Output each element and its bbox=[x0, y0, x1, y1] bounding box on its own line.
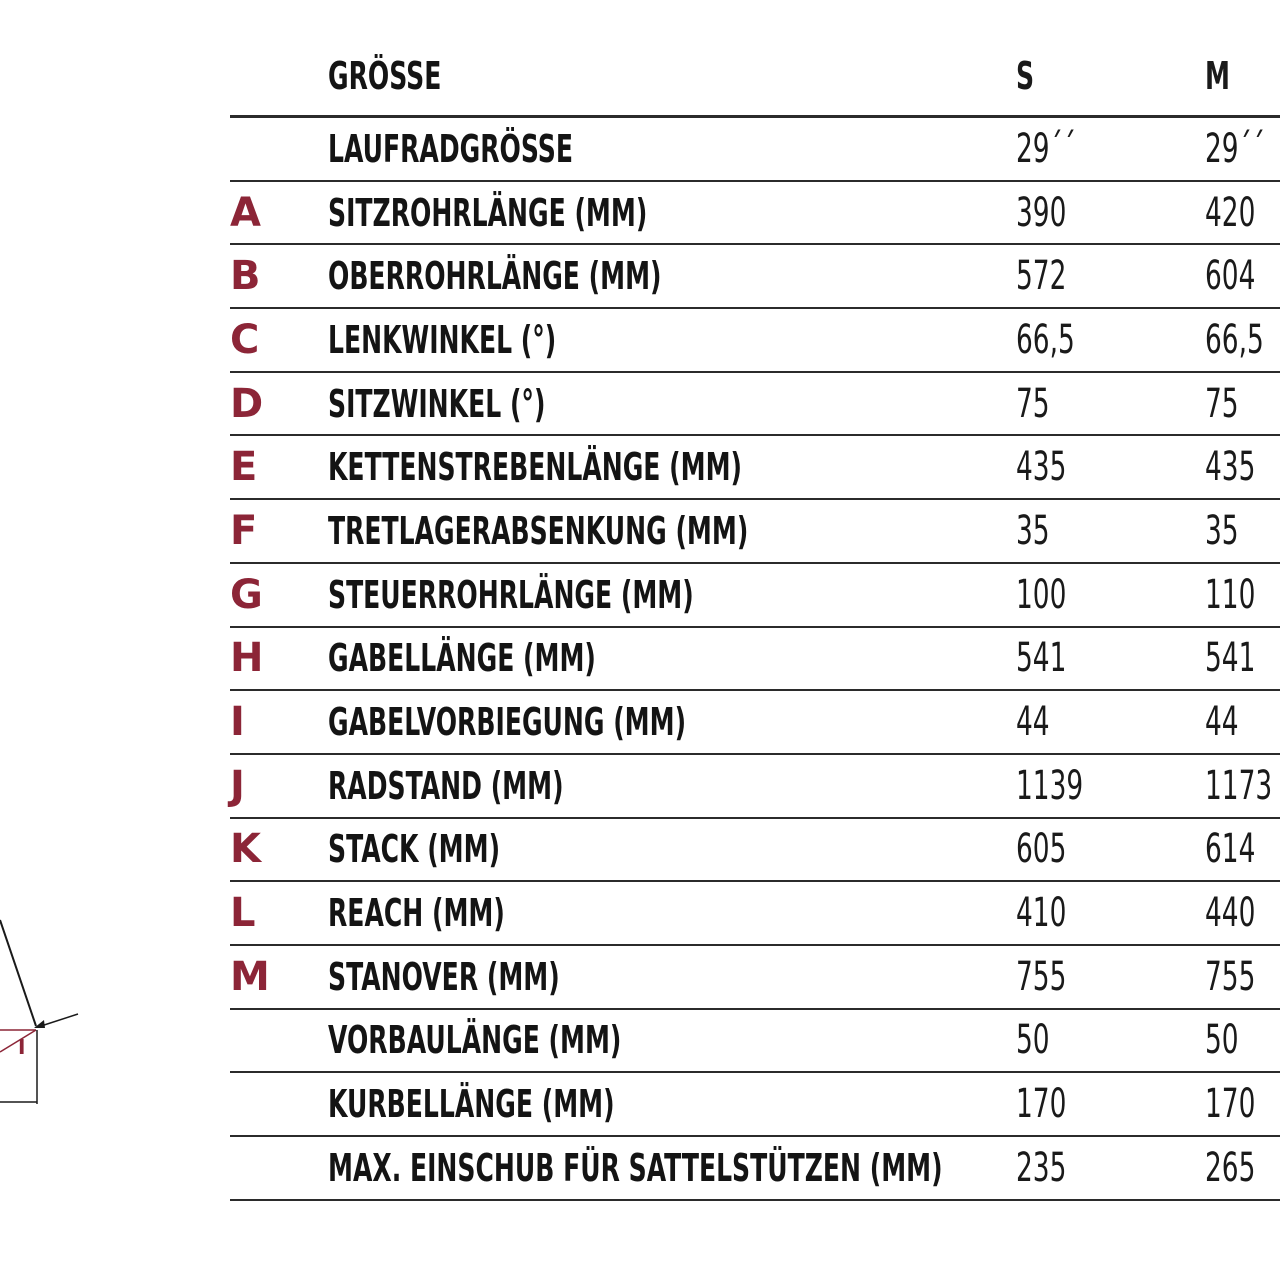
value-size-s: 410 bbox=[1016, 890, 1067, 937]
table-row bbox=[230, 309, 1280, 373]
value-size-m: 420 bbox=[1205, 189, 1256, 236]
table-row bbox=[230, 564, 1280, 628]
value-size-m: 604 bbox=[1205, 253, 1256, 300]
row-letter: C bbox=[230, 316, 260, 363]
header-size-s: S bbox=[1016, 53, 1035, 98]
row-label: KURBELLÄNGE (MM) bbox=[328, 1082, 615, 1127]
row-label: STEUERROHRLÄNGE (MM) bbox=[328, 572, 694, 617]
table-row bbox=[230, 182, 1280, 246]
value-size-m: 44 bbox=[1205, 699, 1239, 746]
row-letter: I bbox=[230, 699, 245, 746]
value-size-s: 35 bbox=[1016, 507, 1050, 554]
row-label: GABELVORBIEGUNG (MM) bbox=[328, 700, 687, 745]
row-letter: F bbox=[230, 507, 258, 554]
value-size-s: 235 bbox=[1016, 1144, 1067, 1191]
row-letter: D bbox=[230, 380, 264, 427]
header-size-label: GRÖSSE bbox=[328, 53, 442, 98]
value-size-s: 100 bbox=[1016, 571, 1067, 618]
row-label: STACK (MM) bbox=[328, 827, 501, 872]
value-size-s: 435 bbox=[1016, 444, 1067, 491]
value-size-s: 605 bbox=[1016, 826, 1067, 873]
table-row bbox=[230, 1010, 1280, 1074]
row-label: REACH (MM) bbox=[328, 891, 505, 936]
row-letter: A bbox=[230, 189, 261, 236]
value-size-m: 755 bbox=[1205, 953, 1256, 1000]
value-size-m: 435 bbox=[1205, 444, 1256, 491]
value-size-m: 29´´ bbox=[1205, 125, 1265, 172]
row-label: VORBAULÄNGE (MM) bbox=[328, 1018, 622, 1063]
table-row bbox=[230, 755, 1280, 819]
row-letter bbox=[230, 1137, 290, 1199]
row-label: SITZWINKEL (°) bbox=[328, 381, 546, 426]
row-label: GABELLÄNGE (MM) bbox=[328, 636, 596, 681]
value-size-s: 50 bbox=[1016, 1017, 1050, 1064]
row-letter: J bbox=[230, 762, 245, 809]
value-size-s: 572 bbox=[1016, 253, 1067, 300]
row-letter: E bbox=[230, 444, 258, 491]
row-letter: H bbox=[230, 635, 264, 682]
value-size-s: 390 bbox=[1016, 189, 1067, 236]
row-label: MAX. EINSCHUB FÜR SATTELSTÜTZEN (MM) bbox=[328, 1145, 943, 1190]
value-size-m: 440 bbox=[1205, 890, 1256, 937]
table-header-row bbox=[230, 36, 1280, 118]
value-size-s: 29´´ bbox=[1016, 125, 1076, 172]
row-label: RADSTAND (MM) bbox=[328, 763, 564, 808]
table-row bbox=[230, 819, 1280, 883]
header-size-m: M bbox=[1205, 53, 1230, 98]
value-size-s: 1139 bbox=[1016, 762, 1084, 809]
table-row bbox=[230, 628, 1280, 692]
value-size-s: 541 bbox=[1016, 635, 1067, 682]
row-letter bbox=[230, 1010, 290, 1072]
table-row bbox=[230, 1073, 1280, 1137]
table-row bbox=[230, 882, 1280, 946]
row-letter: B bbox=[230, 253, 261, 300]
row-letter: L bbox=[230, 890, 256, 937]
row-letter bbox=[230, 1073, 290, 1135]
value-size-m: 75 bbox=[1205, 380, 1239, 427]
value-size-m: 1173 bbox=[1205, 762, 1273, 809]
value-size-s: 75 bbox=[1016, 380, 1050, 427]
table-row bbox=[230, 691, 1280, 755]
marker-label-i: I bbox=[18, 1035, 26, 1059]
row-letter: K bbox=[230, 826, 261, 873]
row-label: LAUFRADGRÖSSE bbox=[328, 126, 574, 171]
table-row bbox=[230, 1137, 1280, 1201]
value-size-m: 110 bbox=[1205, 571, 1256, 618]
row-letter bbox=[230, 118, 290, 180]
row-label: TRETLAGERABSENKUNG (MM) bbox=[328, 508, 749, 553]
value-size-s: 44 bbox=[1016, 699, 1050, 746]
table-row bbox=[230, 500, 1280, 564]
value-size-m: 35 bbox=[1205, 507, 1239, 554]
fork-line bbox=[0, 920, 36, 1026]
value-size-m: 265 bbox=[1205, 1144, 1256, 1191]
row-label: KETTENSTREBENLÄNGE (MM) bbox=[328, 445, 743, 490]
row-label: STANOVER (MM) bbox=[328, 954, 560, 999]
row-letter: G bbox=[230, 571, 263, 618]
row-label: SITZROHRLÄNGE (MM) bbox=[328, 190, 648, 235]
table-row bbox=[230, 373, 1280, 437]
value-size-s: 170 bbox=[1016, 1081, 1067, 1128]
row-label: OBERROHRLÄNGE (MM) bbox=[328, 254, 662, 299]
value-size-m: 614 bbox=[1205, 826, 1256, 873]
row-label: LENKWINKEL (°) bbox=[328, 317, 557, 362]
value-size-s: 755 bbox=[1016, 953, 1067, 1000]
value-size-s: 66,5 bbox=[1016, 316, 1075, 363]
geometry-table bbox=[230, 36, 1280, 1201]
row-letter: M bbox=[230, 953, 270, 1000]
value-size-m: 66,5 bbox=[1205, 316, 1264, 363]
value-size-m: 50 bbox=[1205, 1017, 1239, 1064]
table-row bbox=[230, 245, 1280, 309]
table-row bbox=[230, 436, 1280, 500]
geometry-diagram-fragment bbox=[0, 880, 90, 1120]
table-row bbox=[230, 118, 1280, 182]
value-size-m: 541 bbox=[1205, 635, 1256, 682]
table-row bbox=[230, 946, 1280, 1010]
table-body bbox=[230, 118, 1280, 1201]
value-size-m: 170 bbox=[1205, 1081, 1256, 1128]
